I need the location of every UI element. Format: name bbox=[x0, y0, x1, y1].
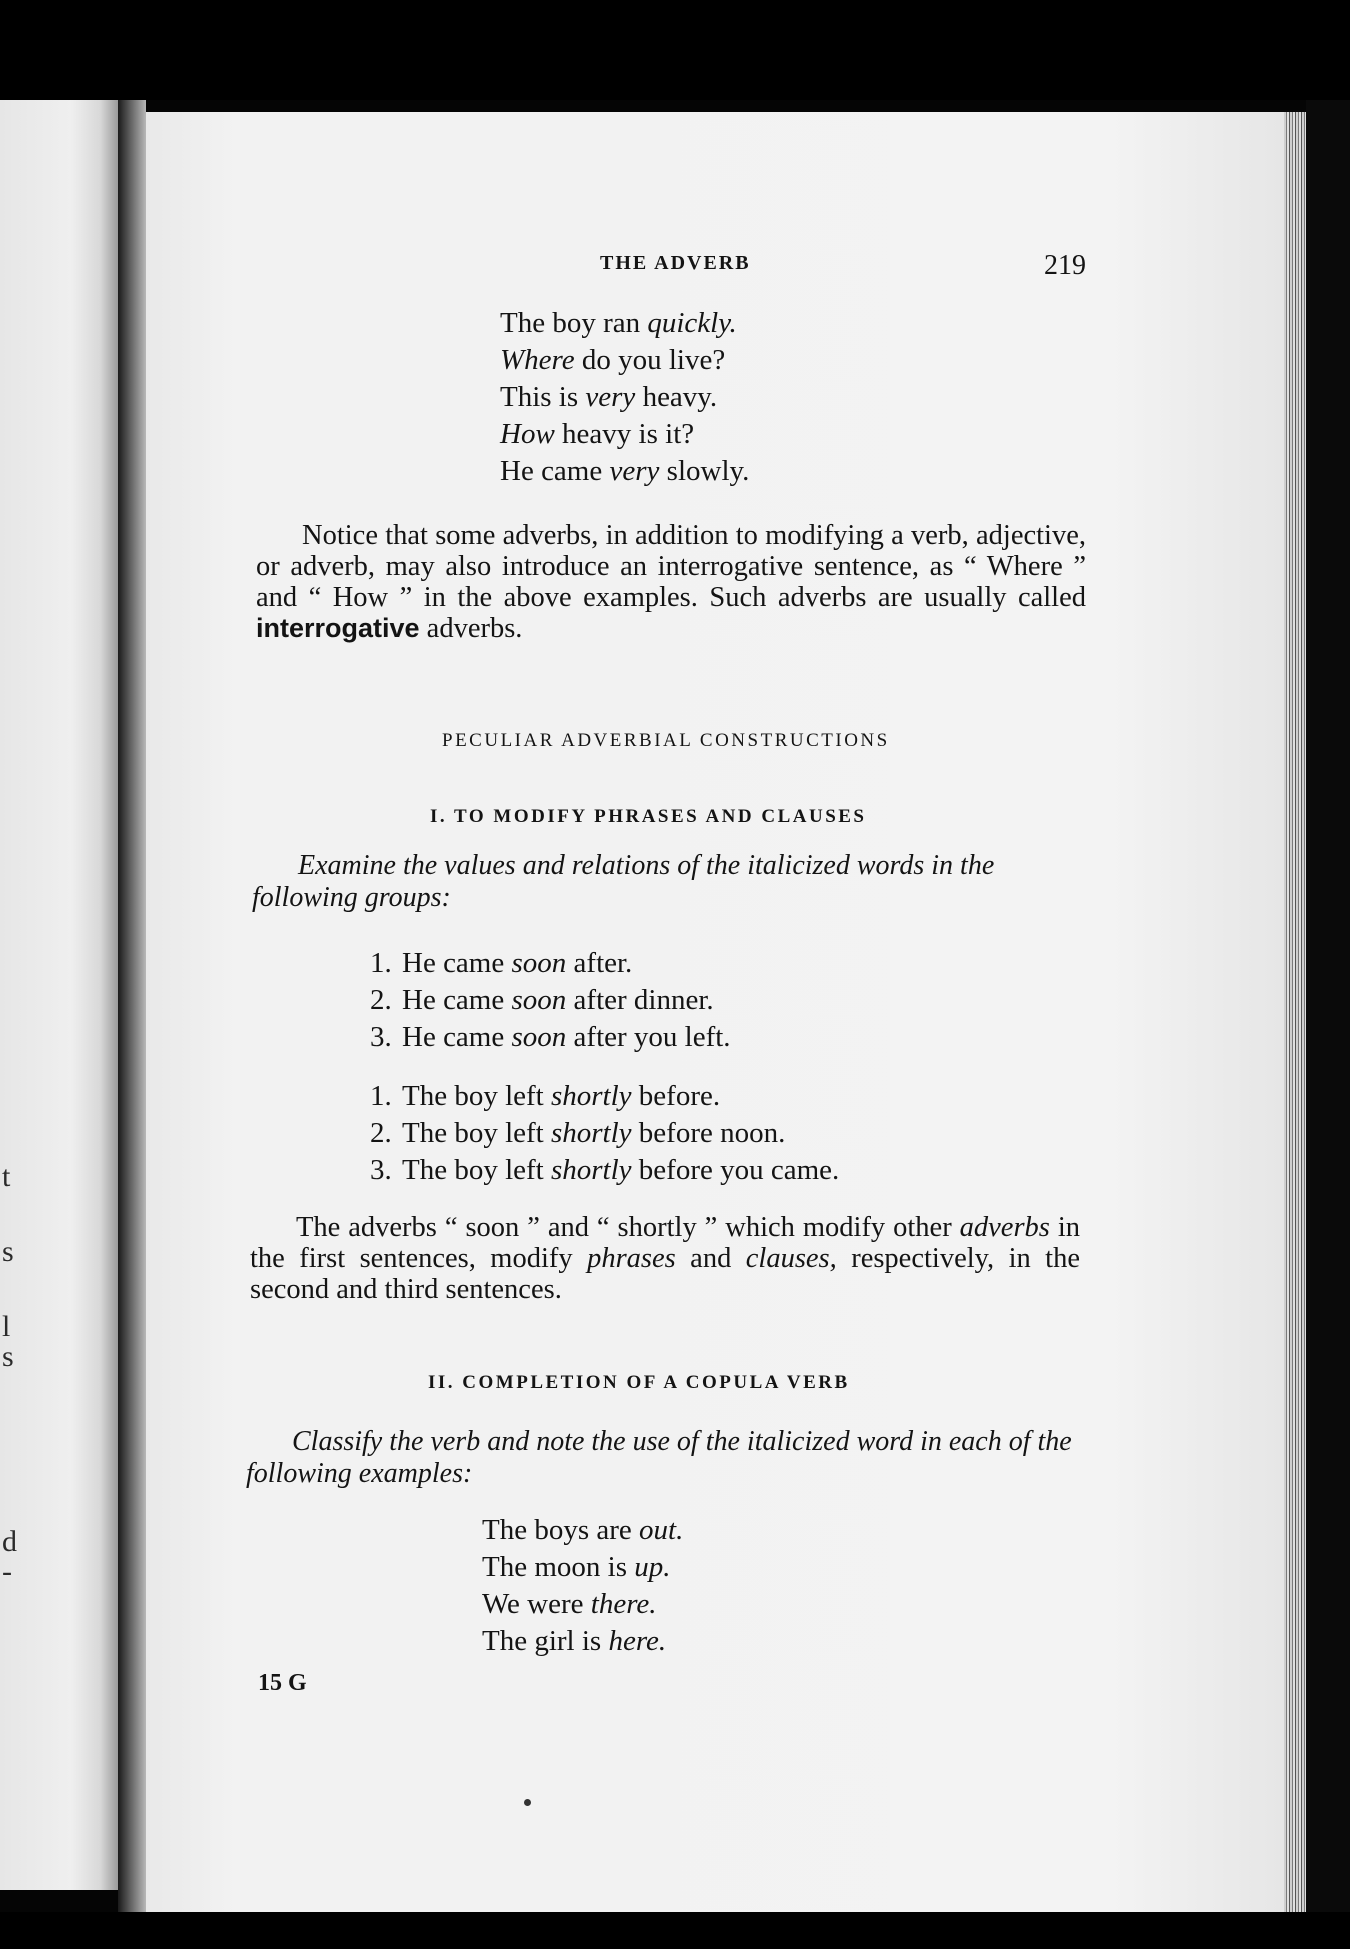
example-sentence: He came very slowly. bbox=[500, 455, 750, 487]
running-title: THE ADVERB bbox=[600, 252, 751, 274]
printer-signature-mark: 15 G bbox=[258, 1670, 307, 1696]
example-list-copula bbox=[482, 1512, 683, 1660]
facing-page-letter: s bbox=[2, 1235, 14, 1268]
scan-bottom-border bbox=[0, 1912, 1350, 1949]
section-1-instruction: Examine the values and relations of the italicized words in the following groups: bbox=[252, 850, 995, 913]
book-gutter bbox=[118, 100, 146, 1920]
facing-page-letter: - bbox=[2, 1555, 12, 1588]
scan-top-border bbox=[0, 0, 1350, 100]
section-2-instruction: Classify the verb and note the use of the italicized word in each of the following examples: bbox=[246, 1426, 1072, 1489]
numbered-example: 3. The boy left shortly before you came. bbox=[370, 1154, 840, 1186]
example-sentence: Where do you live? bbox=[500, 344, 726, 376]
facing-page-letter: l bbox=[2, 1310, 11, 1343]
example-sentence: The girl is here. bbox=[482, 1625, 667, 1657]
scan-right-border bbox=[1306, 100, 1350, 1949]
section-1-heading: I. TO MODIFY PHRASES AND CLAUSES bbox=[430, 806, 867, 827]
example-sentence: The moon is up. bbox=[482, 1551, 671, 1583]
example-sentence: How heavy is it? bbox=[500, 418, 695, 450]
numbered-example: 1. The boy left shortly before. bbox=[370, 1080, 721, 1112]
example-group-soon bbox=[370, 945, 731, 1056]
numbered-example: 1. He came soon after. bbox=[370, 947, 633, 979]
example-sentence: This is very heavy. bbox=[500, 381, 718, 413]
example-group-shortly bbox=[370, 1078, 839, 1189]
example-list-top bbox=[500, 305, 749, 490]
facing-page-edge bbox=[0, 100, 118, 1890]
section-2-heading: II. COMPLETION OF A COPULA VERB bbox=[428, 1372, 850, 1393]
notice-paragraph: Notice that some adverbs, in addition to modifying a verb, adjective, or adverb, may also introduce an interrogative sentence, as “ Where ” and “ How ” in the above examples. Such adverbs are usually called interrogative adverbs. bbox=[256, 520, 1086, 644]
section-title: PECULIAR ADVERBIAL CONSTRUCTIONS bbox=[442, 730, 890, 751]
ink-speck bbox=[524, 1799, 531, 1806]
page-number: 219 bbox=[1044, 250, 1086, 281]
numbered-example: 2. He came soon after dinner. bbox=[370, 984, 714, 1016]
example-sentence: The boy ran quickly. bbox=[500, 307, 737, 339]
numbered-example: 2. The boy left shortly before noon. bbox=[370, 1117, 786, 1149]
facing-page-letter: d bbox=[2, 1525, 17, 1558]
example-sentence: We were there. bbox=[482, 1588, 657, 1620]
facing-page-letter: s bbox=[2, 1340, 14, 1373]
page-stack-edge bbox=[1284, 112, 1306, 1912]
example-sentence: The boys are out. bbox=[482, 1514, 684, 1546]
numbered-example: 3. He came soon after you left. bbox=[370, 1021, 731, 1053]
facing-page-letter: t bbox=[2, 1160, 11, 1193]
explanation-paragraph: The adverbs “ soon ” and “ shortly ” which modify other adverbs in the first sentences, modify phrases and clauses, respectively, in the second and third sentences. bbox=[250, 1212, 1081, 1305]
